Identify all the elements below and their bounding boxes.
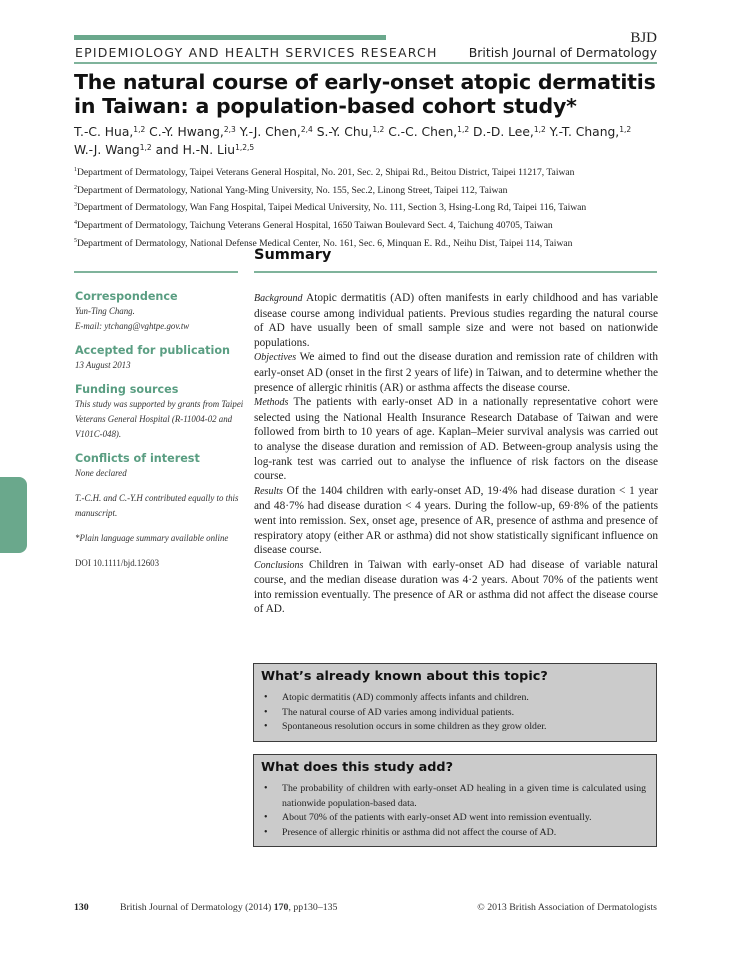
doi[interactable]: DOI 10.1111/bjd.12603 <box>75 558 160 568</box>
list-item: • About 70% of the patients with early-onset AD went into remission eventually. <box>262 811 646 826</box>
author: and H.-N. Liu$^{1,2,5}$ <box>155 143 255 157</box>
affiliation: $^4$Department of Dermatology, Taichung Veterans General Hospital, 1650 Taiwan Boulevard Sect. 4, Taichung 40705, Taiwan <box>74 220 553 232</box>
sidebar-divider <box>74 271 238 273</box>
correspondence-email[interactable]: E-mail: ytchang@vghtpe.gov.tw <box>75 321 190 331</box>
abstract-conclusions: Conclusions Children in Taiwan with early-onset AD had disease of variable natural course, and the median disease duration was 4·2 years. About 70% of the patients went into remission eventually. The presence of AR or asthma did not affect the disease course of AD. <box>254 558 658 616</box>
already-known-box <box>253 663 657 742</box>
affiliation: $^5$Department of Dermatology, National Defense Medical Center, No. 161, Sec. 6, Minquan E. Rd., Neihu Dist, Taipei 114, Taiwan <box>74 237 573 249</box>
section-label: EPIDEMIOLOGY AND HEALTH SERVICES RESEARCH <box>75 45 438 60</box>
header-accent-bar <box>74 35 386 40</box>
footer-copyright: © 2013 British Association of Dermatologists <box>477 902 657 913</box>
correspondence-heading: Correspondence <box>75 290 178 303</box>
article-title: The natural course of early-onset atopic dermatitis in Taiwan: a population-based cohort study* <box>74 70 656 118</box>
list-item: • Atopic dermatitis (AD) commonly affects infants and children. <box>262 691 646 706</box>
summary-heading: Summary <box>254 247 332 263</box>
abstract-methods: Methods The patients with early-onset AD in a nationally representative cohort were selected using the National Health Insurance Research Database of Taiwan and were followed from birth to 10 years of age. Kaplan–Meier survival analysis was carried out to analyse the disease duration and remission of AD. Between-group analysis using the log-rank test was carried out to analyse the influence of risk factors on the disease course. <box>254 396 659 483</box>
conflicts-text: None declared <box>75 468 127 478</box>
bullet-icon: • <box>264 692 268 703</box>
list-item: • The natural course of AD varies among individual patients. <box>262 706 646 721</box>
page-number: 130 <box>74 902 89 913</box>
affiliation: $^3$Department of Dermatology, Wan Fang Hospital, Taipei Medical University, No. 111, Section 3, Hsing-Long Rd, Taipei 116, Taiwan <box>74 202 587 214</box>
list-item: • Presence of allergic rhinitis or asthma did not affect the course of AD. <box>262 826 646 841</box>
section-tab-marker <box>0 477 27 553</box>
author: D.-D. Lee,$^{1,2}$ <box>473 125 546 139</box>
journal-name: British Journal of Dermatology <box>468 45 657 60</box>
funding-text: This study was supported by grants from Taipei Veterans General Hospital (R-11004-02 and V101C-048). <box>75 399 244 439</box>
bullet-icon: • <box>264 812 268 824</box>
abstract-background: Background Atopic dermatitis (AD) often manifests in early childhood and has variable disease course among individual patients. Previous studies regarding the natural course of AD have usually been of small sample size and were not based on nationwide populations. <box>254 292 659 349</box>
author: W.-J. Wang$^{1,2}$ <box>74 143 152 157</box>
bullet-icon: • <box>264 826 268 838</box>
conflicts-heading: Conflicts of interest <box>75 452 200 465</box>
author: Y.-J. Chen,$^{2,4}$ <box>239 125 313 139</box>
contribution-note: T.-C.H. and C.-Y.H contributed equally to this manuscript. <box>75 493 239 518</box>
bullet-icon: • <box>264 706 268 718</box>
author: S.-Y. Chu,$^{1,2}$ <box>316 125 385 139</box>
already-known-heading: What’s already known about this topic? <box>261 669 548 684</box>
funding-heading: Funding sources <box>75 383 179 396</box>
affiliation: $^1$Department of Dermatology, Taipei Veterans General Hospital, No. 201, Sec. 2, Shipai Rd., Beitou District, Taipei 11217, Taiwan <box>74 167 575 178</box>
footer-citation: British Journal of Dermatology (2014) 170, pp130–135 <box>120 902 338 913</box>
study-adds-box <box>253 754 657 847</box>
bullet-icon: • <box>264 721 268 733</box>
abstract-objectives: Objectives We aimed to find out the disease duration and remission rate of children with early-onset AD (onset in the first 2 years of life) in Taiwan, and to determine whether the presence of allergic rhinitis (AR) or asthma affects the disease course. <box>254 351 658 394</box>
study-adds-heading: What does this study add? <box>261 760 454 775</box>
header-divider <box>74 62 657 64</box>
correspondence-name: Yun-Ting Chang. <box>75 306 135 316</box>
accepted-heading: Accepted for publication <box>75 344 230 357</box>
article-info-sidebar <box>75 290 245 571</box>
author: C.-C. Chen,$^{1,2}$ <box>388 125 470 139</box>
list-item: • Spontaneous resolution occurs in some children as they grow older. <box>262 720 646 735</box>
affiliation-list <box>74 163 674 252</box>
affiliation: $^2$Department of Dermatology, National Yang-Ming University, No. 155, Sec.2, Linong Street, Taipei 112, Taiwan <box>74 184 508 196</box>
plain-language-note: *Plain language summary available online <box>75 533 229 543</box>
summary-abstract <box>254 291 658 617</box>
author-list <box>74 122 674 158</box>
summary-divider <box>254 271 657 273</box>
author: C.-Y. Hwang,$^{2,3}$ <box>149 125 236 139</box>
journal-abbreviation: BJD <box>630 30 657 46</box>
bullet-icon: • <box>264 783 268 794</box>
accepted-date: 13 August 2013 <box>75 360 131 370</box>
author: Y.-T. Chang,$^{1,2}$ <box>549 125 632 139</box>
author: T.-C. Hua,$^{1,2}$ <box>74 125 146 139</box>
list-item: • The probability of children with early-onset AD healing in a given time is calculated using nationwide population-based data. <box>264 783 646 809</box>
abstract-results: Results Of the 1404 children with early-onset AD, 19·4% had disease duration < 1 year and 48·7% had disease duration < 4 years. During the follow-up, 69·8% of the patients went into remission. Sex, onset age, presence of AR, presence of asthma and presence of respiratory atopy (either AR or asthma) did not show statistically significant influence on disease course. <box>254 484 658 557</box>
